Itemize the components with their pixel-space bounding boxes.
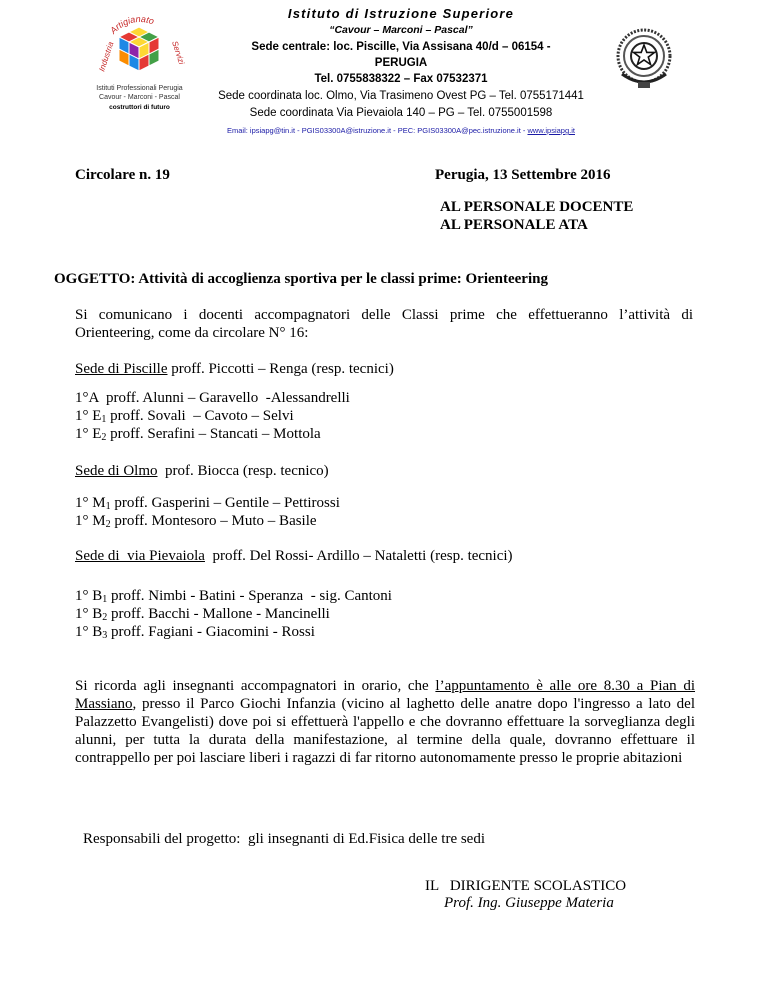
project-responsibles: Responsabili del progetto: gli insegnanti di Ed.Fisica delle tre sedi: [83, 831, 486, 847]
institution-subtitle: “Cavour – Marconi – Pascal”: [329, 24, 473, 36]
class-label: 1° B: [75, 606, 103, 622]
sede-pievaiola-resp: proff. Del Rossi- Ardillo – Nataletti (resp. tecnici): [204, 548, 513, 564]
appointment-details: l’appuntamento è alle ore 8.30 a Pian di Massiano: [75, 678, 696, 712]
class-label: 1° E: [75, 408, 102, 424]
reminder-text-start: Si ricorda agli insegnanti accompagnatori in orario, che: [75, 678, 436, 694]
sede-pievaiola: Sede coordinata Via Pievaiola 140 – PG – Tel. 0755001598: [249, 107, 553, 119]
logo-text-top: Artigianato: [108, 13, 156, 36]
class-teachers: proff. Serafini – Stancati – Mottola: [106, 426, 321, 442]
class-teachers: proff. Alunni – Garavello -Alessandrelli: [98, 390, 350, 406]
class-index: 2: [102, 612, 108, 623]
class-row: [75, 389, 350, 407]
class-teachers: proff. Fagiani - Giacomini - Rossi: [107, 624, 315, 640]
sede-olmo-heading: [75, 462, 329, 480]
class-teachers: proff. Bacchi - Mallone - Mancinelli: [107, 606, 330, 622]
sede-olmo-name: Sede di Olmo: [75, 463, 158, 479]
class-row: [75, 623, 315, 641]
reminder-paragraph: [75, 677, 695, 767]
italian-republic-emblem: [612, 22, 676, 94]
signature-name: Prof. Ing. Giuseppe Materia: [444, 895, 614, 911]
class-label: 1° B: [75, 588, 103, 604]
school-logo: [92, 8, 187, 118]
sede-piscille-resp: proff. Piccotti – Renga (resp. tecnici): [167, 361, 394, 377]
cube-logo-icon: [92, 8, 187, 88]
class-label: 1° M: [75, 513, 106, 529]
sede-pievaiola-name: Sede di via Pievaiola: [75, 548, 205, 564]
email-addresses: Email: ipsiapg@tin.it - PGIS03300A@istruzione.it - PEC: PGIS03300A@pec.istruzione.it -: [227, 126, 528, 135]
sede-piscille-name: Sede di Piscille: [75, 361, 168, 377]
class-index: 1: [102, 594, 108, 605]
class-index: 3: [102, 630, 108, 641]
institution-header: [196, 6, 606, 137]
recipient-docenti: AL PERSONALE DOCENTE: [440, 199, 634, 215]
sede-pievaiola-heading: [75, 547, 513, 565]
class-row: [75, 494, 340, 512]
class-index: 1: [101, 414, 107, 425]
sede-olmo-resp: prof. Biocca (resp. tecnico): [157, 463, 329, 479]
reminder-text-end: , presso il Parco Giochi Infanzia (vicino al laghetto delle anatre dopo l'ingresso a lato del Palazzetto Evangelisti) dove poi si effettuerà l'appello e che dovranno effettuare la sorveglianza degli alunni, per tutta la durata della manifestazione, al termine della quale, dovranno effettuare il contrappello per poi lasciare liberi i ragazzi di far ritorno autonomamente presso le proprie abitazioni: [75, 696, 695, 766]
sede-centrale-line-1: Sede centrale: loc. Piscille, Via Assisana 40/d – 06154 -: [251, 41, 551, 53]
sede-piscille-heading: [75, 360, 394, 378]
class-teachers: proff. Montesoro – Muto – Basile: [110, 513, 317, 529]
class-index: 2: [105, 519, 111, 530]
class-row: [75, 425, 321, 443]
recipient-ata: AL PERSONALE ATA: [440, 217, 588, 233]
logo-caption-3: costruttori di futuro: [109, 104, 170, 111]
class-teachers: proff. Sovali – Cavoto – Selvi: [106, 408, 294, 424]
class-teachers: proff. Gasperini – Gentile – Pettirossi: [110, 495, 340, 511]
sede-olmo: Sede coordinata loc. Olmo, Via Trasimeno Ovest PG – Tel. 0755171441: [218, 90, 584, 102]
logo-text-left: Industria: [97, 40, 116, 73]
class-index: 1: [105, 501, 111, 512]
logo-caption-1: Istituti Professionali Perugia: [96, 85, 183, 92]
class-index: 2: [101, 432, 107, 443]
logo-text-right: Servizi: [170, 39, 187, 66]
oggetto: OGGETTO: Attività di accoglienza sportiva per le classi prime: Orienteering: [54, 271, 548, 287]
class-row: [75, 605, 330, 623]
class-label: 1°A: [75, 390, 99, 406]
signature-title: IL DIRIGENTE SCOLASTICO: [425, 878, 627, 894]
class-row: [75, 407, 294, 425]
class-row: [75, 587, 392, 605]
sede-centrale-line-2: PERUGIA: [374, 57, 428, 69]
class-teachers: proff. Nimbi - Batini - Speranza - sig. Cantoni: [107, 588, 392, 604]
class-row: [75, 512, 317, 530]
institution-title: Istituto di Istruzione Superiore: [287, 6, 515, 21]
place-date: Perugia, 13 Settembre 2016: [435, 167, 611, 183]
class-label: 1° M: [75, 495, 106, 511]
website-link[interactable]: www.ipsiapg.it: [527, 126, 575, 135]
tel-fax: Tel. 0755838322 – Fax 07532371: [314, 73, 488, 85]
intro-paragraph: Si comunicano i docenti accompagnatori delle Classi prime che effettueranno l’attività di Orienteering, come da circolare N° 16:: [75, 307, 693, 341]
circolare-number: Circolare n. 19: [75, 167, 170, 183]
logo-caption-2: Cavour - Marconi - Pascal: [99, 94, 180, 101]
class-label: 1° E: [75, 426, 102, 442]
class-label: 1° B: [75, 624, 103, 640]
star-emblem-icon: [612, 22, 676, 94]
email-line: [196, 125, 606, 137]
